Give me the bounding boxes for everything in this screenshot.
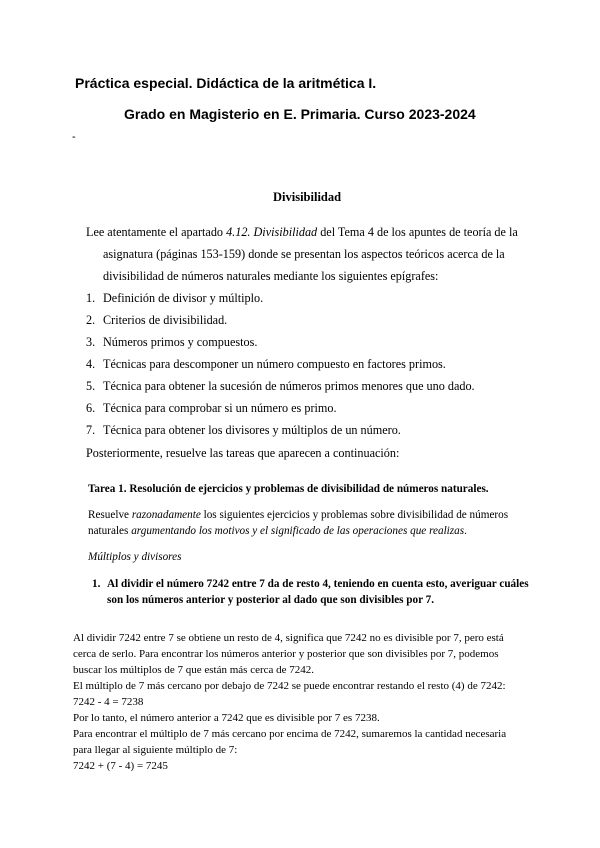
list-text: Números primos y compuestos. — [103, 335, 258, 349]
list-item — [86, 313, 227, 328]
subheading-multiplos: Múltiplos y divisores — [88, 551, 182, 563]
exercise-line-1: Al dividir el número 7242 entre 7 da de resto 4, teniendo en cuenta esto, averiguar cuáles — [107, 578, 529, 590]
list-item — [86, 379, 475, 394]
answer-line: El múltiplo de 7 más cercano por debajo de 7242 se puede encontrar restando el resto (4) de 7242: — [73, 680, 506, 692]
list-text: Técnicas para descomponer un número compuesto en factores primos. — [103, 357, 446, 371]
list-number: 6. — [86, 401, 96, 415]
list-item — [86, 335, 257, 350]
answer-line: 7242 - 4 = 7238 — [73, 696, 144, 708]
list-item — [86, 357, 446, 372]
after-list-text: Posteriormente, resuelve las tareas que aparecen a continuación: — [86, 446, 400, 460]
answer-line: Al dividir 7242 entre 7 se obtiene un resto de 4, significa que 7242 no es divisible por 7, pero está — [73, 632, 504, 644]
document-title: Práctica especial. Didáctica de la aritmética I. — [75, 75, 377, 91]
list-number: 1. — [86, 291, 96, 305]
list-number: 3. — [86, 335, 96, 349]
task-title: Tarea 1. Resolución de ejercicios y problemas de divisibilidad de números naturales. — [88, 483, 489, 495]
intro-line-2: asignatura (páginas 153-159) donde se presentan los aspectos teóricos acerca de la — [103, 247, 505, 261]
list-text: Técnica para comprobar si un número es primo. — [103, 401, 337, 415]
exercise-line-2: son los números anterior y posterior al dado que son divisibles por 7. — [107, 594, 435, 606]
answer-line: para llegar al siguiente múltiplo de 7: — [73, 744, 238, 756]
intro-line-1: Lee atentamente el apartado 4.12. Divisibilidad del Tema 4 de los apuntes de teoría de la — [86, 225, 518, 239]
answer-line: Para encontrar el múltiplo de 7 más cercano por encima de 7242, sumaremos la cantidad necesaria — [73, 728, 507, 740]
task-desc-line-2: naturales argumentando los motivos y el significado de las operaciones que realizas. — [88, 525, 467, 537]
separator-dash: - — [72, 131, 76, 143]
list-text: Técnica para obtener la sucesión de números primos menores que uno dado. — [103, 379, 475, 393]
list-number: 7. — [86, 423, 96, 437]
list-number: 4. — [86, 357, 96, 371]
list-number: 5. — [86, 379, 96, 393]
list-text: Criterios de divisibilidad. — [103, 313, 228, 327]
answer-line: cerca de serlo. Para encontrar los números anterior y posterior que son divisibles por 7, podemos — [73, 648, 499, 660]
list-number: 2. — [86, 313, 96, 327]
task-desc-line-1: Resuelve razonadamente los siguientes ejercicios y problemas sobre divisibilidad de números — [88, 509, 509, 521]
list-text: Definición de divisor y múltiplo. — [103, 291, 264, 305]
list-item — [86, 401, 337, 416]
section-heading: Divisibilidad — [273, 190, 342, 204]
list-item — [86, 423, 401, 438]
answer-line: buscar los múltiplos de 7 que están más cerca de 7242. — [73, 664, 315, 676]
document-subtitle: Grado en Magisterio en E. Primaria. Curso 2023-2024 — [124, 106, 476, 122]
answer-line: Por lo tanto, el número anterior a 7242 que es divisible por 7 es 7238. — [73, 712, 380, 724]
exercise-number: 1. — [92, 578, 101, 590]
list-item — [86, 291, 263, 306]
answer-line: 7242 + (7 - 4) = 7245 — [73, 760, 168, 772]
list-text: Técnica para obtener los divisores y múltiplos de un número. — [103, 423, 401, 437]
intro-line-3: divisibilidad de números naturales mediante los siguientes epígrafes: — [103, 269, 439, 283]
